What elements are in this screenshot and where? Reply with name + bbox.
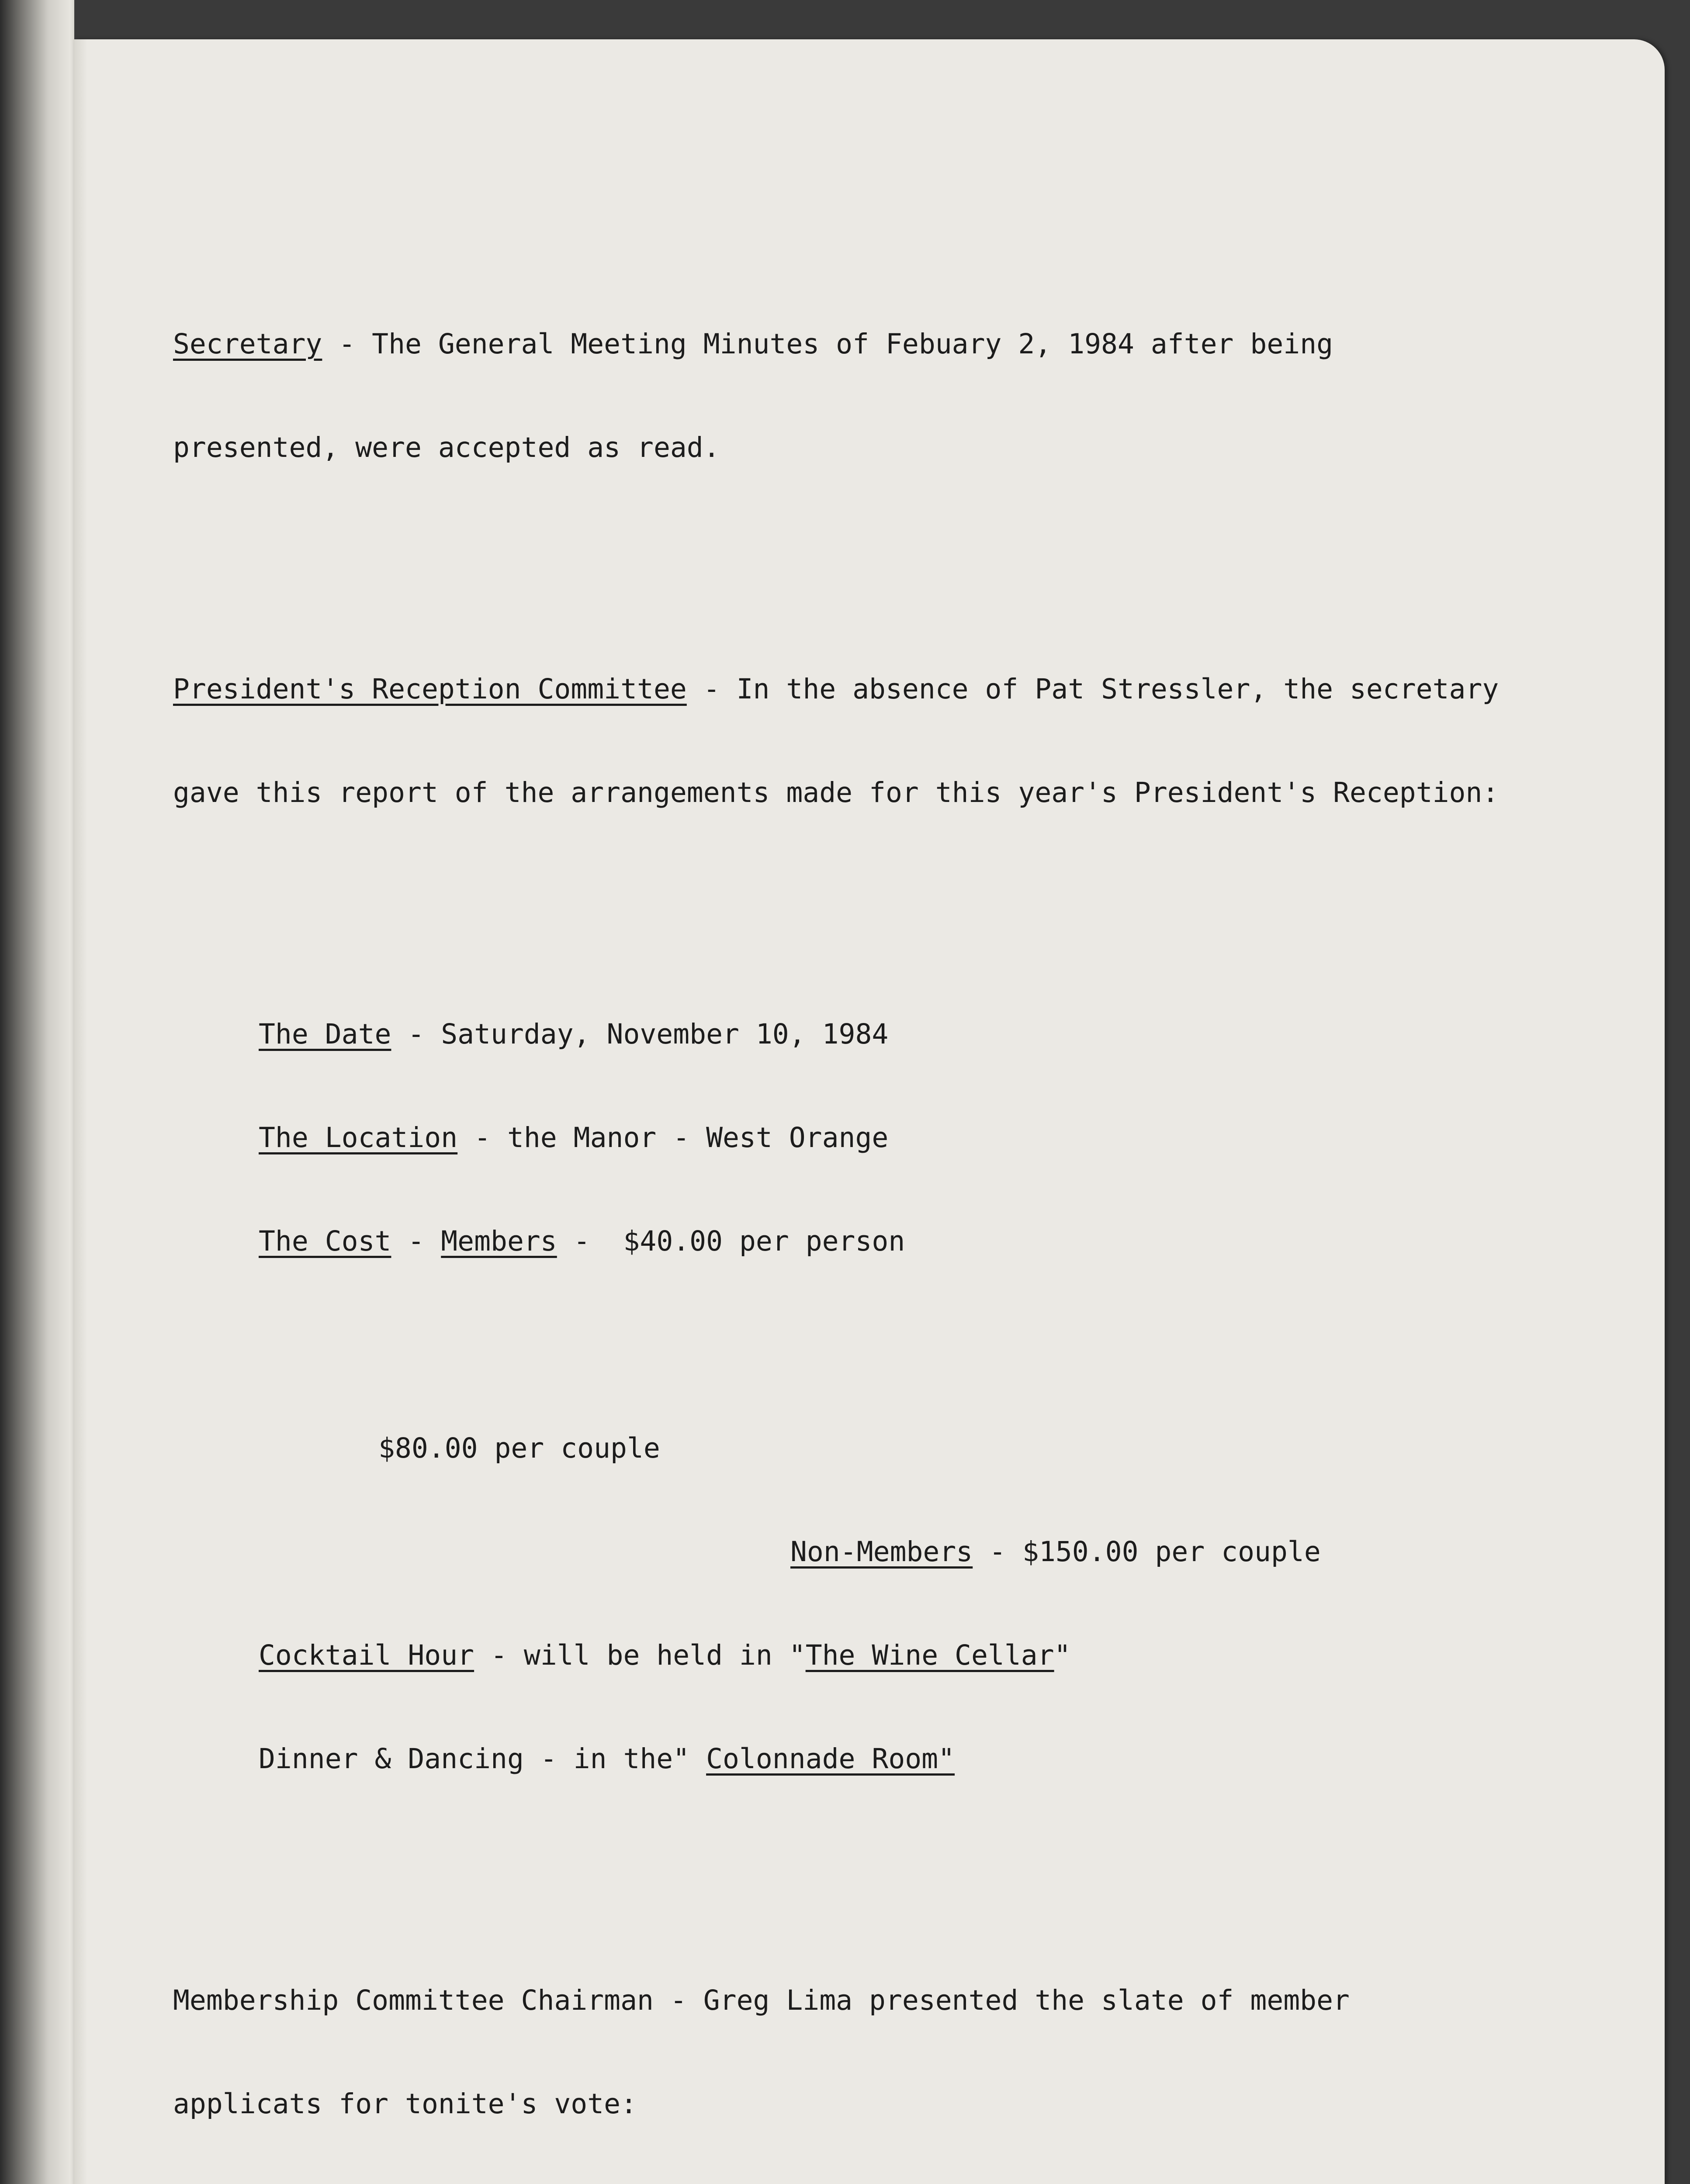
minutes-text [173,258,1615,2184]
reception-label: President's Reception Committee [173,673,687,705]
secretary-line-1: Secretary - The General Meeting Minutes of Febuary 2, 1984 after being [173,328,1333,360]
membership-line-1: Membership Committee Chairman - Greg Lima presented the slate of member [173,1984,1350,2016]
reception-date: The Date - Saturday, November 10, 1984 [259,1018,889,1050]
secretary-label: Secretary [173,328,322,360]
reception-cost: The Cost - Members - $40.00 per person [259,1225,905,1257]
reception-location: The Location - the Manor - West Orange [259,1122,889,1154]
reception-nonmembers: Non-Members - $150.00 per couple [790,1536,1321,1568]
reception-dinner: Dinner & Dancing - in the" Colonnade Room" [259,1743,955,1775]
binding-spine [0,0,74,2184]
reception-line-1: President's Reception Committee - In the absence of Pat Stressler, the secretary [173,673,1499,705]
reception-cocktail: Cocktail Hour - will be held in "The Wine Cellar" [259,1639,1071,1671]
page-fold-shadow [74,39,87,2184]
secretary-line-2: presented, were accepted as read. [173,432,720,463]
membership-line-2: applicats for tonite's vote: [173,2088,637,2120]
reception-line-2: gave this report of the arrangements made for this year's President's Reception: [173,777,1499,809]
document-page [74,39,1665,2184]
reception-members-couple: $80.00 per couple [378,1432,660,1464]
